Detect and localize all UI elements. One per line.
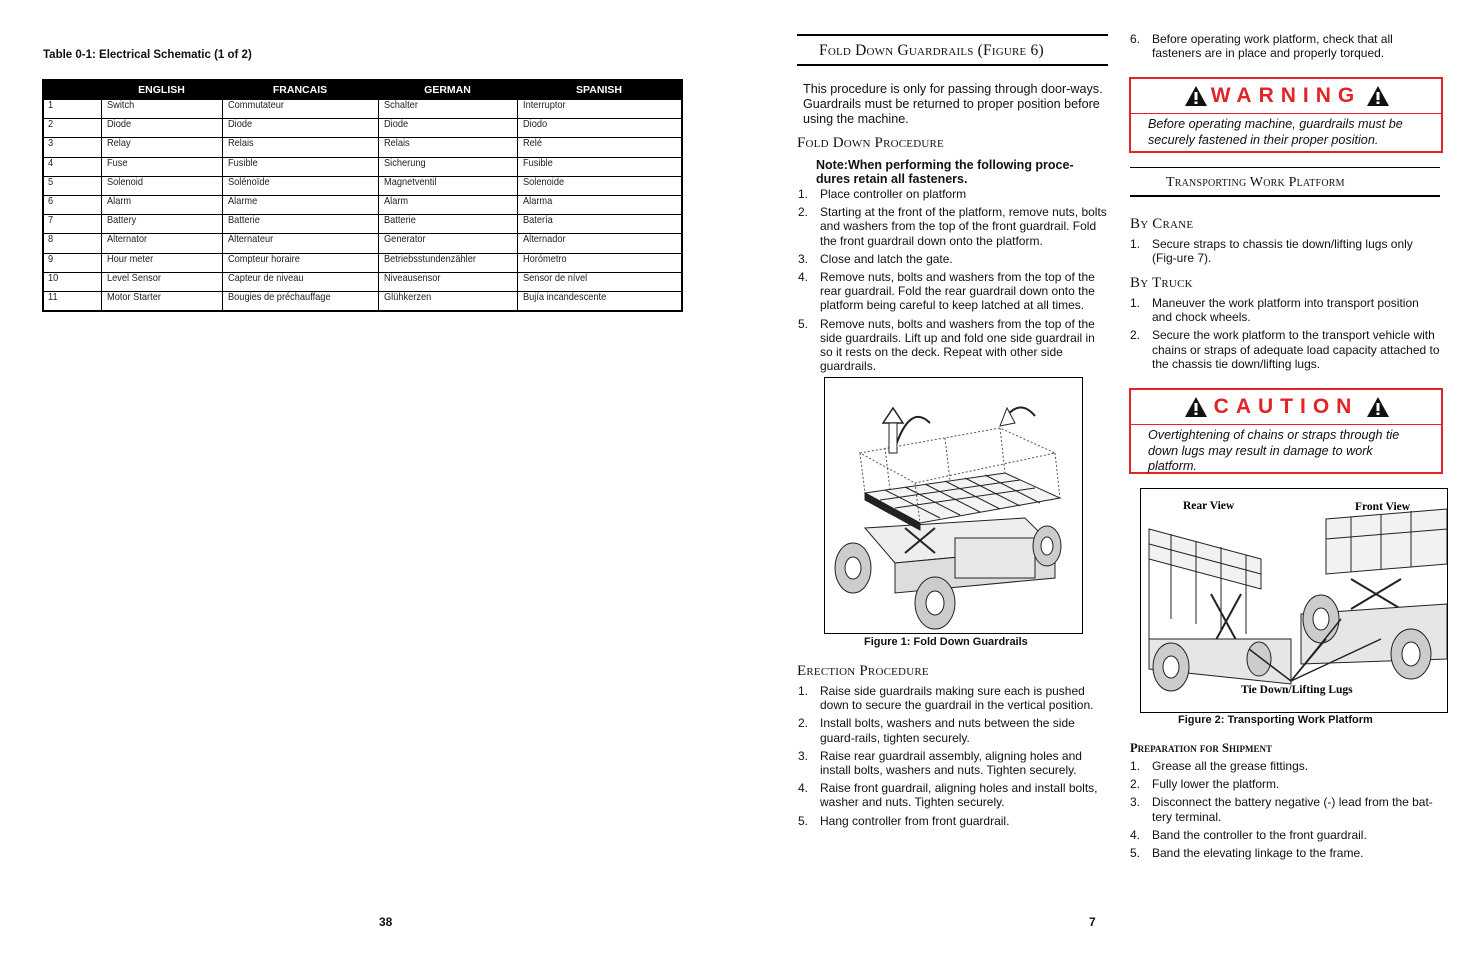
table-cell: Betriebsstundenzähler	[383, 252, 476, 265]
list-item	[1130, 328, 1440, 371]
list-item	[798, 270, 1108, 313]
caution-text: Overtightening of chains or straps through tie down lugs may result in damage to work platform.	[1148, 428, 1400, 473]
column-header: ENGLISH	[101, 80, 222, 100]
electrical-schematic-table	[42, 79, 683, 312]
transport-rule-bottom	[1130, 195, 1440, 197]
table-cell: Solenoide	[522, 175, 564, 188]
figure-2-frame	[1140, 488, 1448, 713]
figure-1-caption: Figure 1: Fold Down Guardrails	[864, 636, 1028, 648]
table-cell: Alarm	[383, 194, 408, 207]
table-caption: Table 0-1: Electrical Schematic (1 of 2)	[43, 49, 252, 61]
truck-heading: By Truck	[1130, 275, 1193, 291]
figure-1-frame	[824, 377, 1083, 634]
table-cell: Generator	[383, 233, 426, 246]
table-cell: Schalter	[383, 99, 418, 111]
table-row	[43, 138, 682, 157]
list-number: 3.	[798, 251, 809, 266]
table-cell: 5	[48, 175, 54, 188]
list-number: 4.	[798, 781, 809, 796]
table-cell: Solenoid	[106, 175, 143, 188]
list-number: 5.	[798, 316, 809, 331]
table-cell: Solénoïde	[227, 175, 270, 188]
front-view-label: Front View	[1355, 501, 1411, 513]
table-cell: 2	[48, 118, 54, 131]
column-header	[43, 80, 101, 100]
list-text: Place controller on platform	[820, 187, 967, 201]
list-item	[1130, 828, 1440, 842]
table-cell: Alarme	[227, 194, 257, 207]
table-cell: Fusible	[522, 156, 553, 169]
list-text: Close and latch the gate.	[820, 251, 953, 266]
table-cell: Glühkerzen	[383, 290, 431, 303]
list-text: Band the elevating linkage to the frame.	[1152, 846, 1364, 861]
list-number: 3.	[1130, 795, 1141, 810]
table-row	[43, 291, 682, 311]
table-cell: Batterie	[383, 214, 416, 227]
table-row	[43, 100, 682, 119]
column-header: GERMAN	[378, 80, 517, 100]
table-cell: Fusible	[227, 156, 258, 169]
list-text: Fully lower the platform.	[1152, 777, 1280, 792]
crane-steps-list	[1130, 237, 1440, 269]
list-text: Raise front guardrail, aligning holes and install bolts, washer and nuts. Tighten securely.	[820, 781, 1098, 810]
list-number: 1.	[1130, 296, 1141, 310]
table-cell: Fuse	[106, 156, 128, 169]
table-cell: 11	[48, 290, 58, 303]
list-item	[798, 781, 1108, 809]
table-row	[43, 234, 682, 253]
table-cell: Relais	[227, 137, 254, 150]
list-item	[1130, 296, 1440, 324]
table-cell: Hour meter	[106, 252, 153, 265]
transport-rule-top	[1130, 167, 1440, 168]
intro-paragraph: This procedure is only for passing through door-ways. Guardrails must be returned to proper position before using the machine.	[803, 82, 1103, 126]
table-cell: 7	[48, 214, 54, 227]
table-cell: Battery	[106, 214, 136, 227]
list-number: 2.	[798, 205, 809, 220]
transport-illustration	[1141, 489, 1447, 712]
list-item	[1130, 777, 1440, 791]
table-row	[43, 253, 682, 272]
page-number-right: 7	[1089, 915, 1096, 929]
table-cell: Relais	[383, 137, 410, 150]
warning-box	[1129, 77, 1443, 153]
erection-heading: Erection Procedure	[797, 663, 929, 679]
table-cell: Horómetro	[522, 252, 567, 265]
fold-steps-list	[798, 187, 1108, 377]
table-cell: Compteur horaire	[227, 252, 300, 265]
table-cell: Alarm	[106, 194, 131, 207]
table-cell: Diode	[383, 118, 408, 131]
crane-heading: By Crane	[1130, 216, 1194, 232]
table-row	[43, 215, 682, 234]
table-cell: Niveausensor	[383, 271, 440, 284]
list-number: 5.	[798, 813, 809, 828]
fold-heading: Fold Down Procedure	[797, 135, 944, 151]
figure-2-caption: Figure 2: Transporting Work Platform	[1178, 714, 1373, 726]
table-cell: 1	[48, 99, 54, 111]
page-number-left: 38	[379, 915, 393, 929]
list-number: 5.	[1130, 846, 1141, 861]
list-number: 4.	[798, 270, 809, 285]
table-cell: Bujía incandescente	[522, 290, 606, 303]
table-cell: 3	[48, 137, 54, 150]
list-text: Raise side guardrails making sure each is pushed down to secure the guardrail in the vertical position.	[820, 684, 1094, 713]
table-cell: Commutateur	[227, 99, 284, 111]
list-item	[798, 749, 1108, 777]
truck-steps-list	[1130, 296, 1440, 375]
list-item	[798, 252, 1108, 266]
table-cell: Relay	[106, 137, 131, 150]
list-item	[798, 205, 1108, 248]
list-number: 2.	[798, 716, 809, 731]
table-cell: Sicherung	[383, 156, 426, 169]
list-number: 2.	[1130, 777, 1141, 792]
warning-text: Before operating machine, guardrails must be securely fastened in their proper position.	[1148, 117, 1403, 147]
list-number: 2.	[1130, 328, 1141, 343]
warning-triangle-icon	[1366, 396, 1390, 418]
list-text: Raise rear guardrail assembly, aligning holes and install bolts, washers and nuts. Tighten securely.	[820, 748, 1082, 778]
warning-title: WARNING	[1210, 84, 1362, 107]
step-6: 6. Before operating work platform, check that all fasteners are in place and properly torqued.	[1130, 32, 1393, 61]
machine-illustration	[825, 378, 1082, 633]
section-title: Fold Down Guardrails (Figure 6)	[819, 42, 1044, 59]
prep-steps-list	[1130, 759, 1440, 864]
list-text: Secure straps to chassis tie down/lifting lugs only (Fig-ure 7).	[1152, 237, 1413, 266]
erection-steps-list	[798, 684, 1108, 832]
table-cell: Diode	[227, 118, 252, 131]
step-6-text: Before operating work platform, check that all fasteners are in place and properly torqued.	[1152, 32, 1393, 61]
prep-heading: Preparation for Shipment	[1130, 741, 1273, 755]
list-text: Remove nuts, bolts and washers from the top of the rear guardrail. Fold the rear guardrail down onto the platform being careful to keep latched at all times.	[820, 270, 1095, 313]
table-cell: Diode	[106, 118, 131, 131]
transport-heading: Transporting Work Platform	[1166, 175, 1345, 190]
table-cell: Switch	[106, 99, 134, 111]
table-cell: 6	[48, 194, 54, 207]
table-cell: Magnetventil	[383, 175, 436, 188]
table-cell: 8	[48, 233, 54, 246]
section-rule-top	[797, 34, 1108, 36]
table-row	[43, 272, 682, 291]
table-cell: Diodo	[522, 118, 547, 131]
table-cell: Alternator	[106, 233, 147, 246]
list-item	[798, 317, 1108, 374]
table-cell: Batterie	[227, 214, 260, 227]
list-item	[798, 187, 1108, 201]
table-cell: Alarma	[522, 194, 552, 207]
table-cell: 10	[48, 271, 59, 284]
column-header: FRANCAIS	[222, 80, 378, 100]
table-row	[43, 195, 682, 214]
table-cell: Bougies de préchauffage	[227, 290, 331, 303]
table-cell: Capteur de niveau	[227, 271, 304, 284]
caution-title: CAUTION	[1213, 395, 1359, 418]
list-number: 1.	[798, 684, 809, 698]
table-cell: Level Sensor	[106, 271, 161, 284]
list-number: 3.	[798, 748, 809, 763]
list-item	[798, 814, 1108, 828]
warning-triangle-icon	[1366, 85, 1390, 107]
list-text: Hang controller from front guardrail.	[820, 813, 1010, 828]
list-text: Grease all the grease fittings.	[1152, 759, 1309, 773]
list-text: Install bolts, washers and nuts between the side guard-rails, tighten securely.	[820, 716, 1075, 745]
list-item	[1130, 795, 1440, 823]
list-text: Starting at the front of the platform, remove nuts, bolts and washers from the top of the front guardrail. Fold the front guardrail down onto the platform.	[820, 205, 1107, 248]
table-cell: Sensor de nível	[522, 271, 587, 284]
section-rule-bottom	[797, 64, 1108, 66]
list-item	[1130, 759, 1440, 773]
list-number: 1.	[1130, 237, 1141, 251]
list-text: Disconnect the battery negative (-) lead from the bat-tery terminal.	[1152, 795, 1433, 824]
table-cell: Motor Starter	[106, 290, 161, 303]
list-number: 1.	[1130, 759, 1141, 773]
caution-box	[1129, 388, 1443, 474]
table-cell: Relé	[522, 137, 542, 150]
list-item	[798, 716, 1108, 744]
list-item	[1130, 846, 1440, 860]
table-cell: 4	[48, 156, 54, 169]
list-text: Remove nuts, bolts and washers from the top of the side guardrails. Lift up and fold one side guardrail in so it rests on the deck. Repeat with other side guardrails.	[820, 316, 1095, 374]
list-number: 4.	[1130, 827, 1141, 842]
table-row	[43, 176, 682, 195]
table-row	[43, 119, 682, 138]
list-text: Maneuver the work platform into transport position and chock wheels.	[1152, 296, 1419, 325]
table-cell: Alternateur	[227, 233, 273, 246]
list-item	[798, 684, 1108, 712]
list-item	[1130, 237, 1440, 265]
table-cell: 9	[48, 252, 54, 265]
list-text: Secure the work platform to the transport vehicle with chains or straps of adequate load capacity attached to the chassis tie down/lifting lugs.	[1152, 328, 1440, 371]
column-header: SPANISH	[517, 80, 682, 100]
rear-view-label: Rear View	[1183, 500, 1235, 512]
note: Note:When performing the following proce-dures retain all fasteners.	[816, 158, 1074, 186]
table-cell: Alternador	[522, 233, 566, 246]
table-cell: Batería	[522, 214, 553, 227]
lugs-label: Tie Down/Lifting Lugs	[1241, 684, 1353, 696]
list-number: 1.	[798, 187, 809, 201]
table-row	[43, 157, 682, 176]
list-text: Band the controller to the front guardrail.	[1152, 827, 1367, 842]
table-cell: Interruptor	[522, 99, 566, 111]
